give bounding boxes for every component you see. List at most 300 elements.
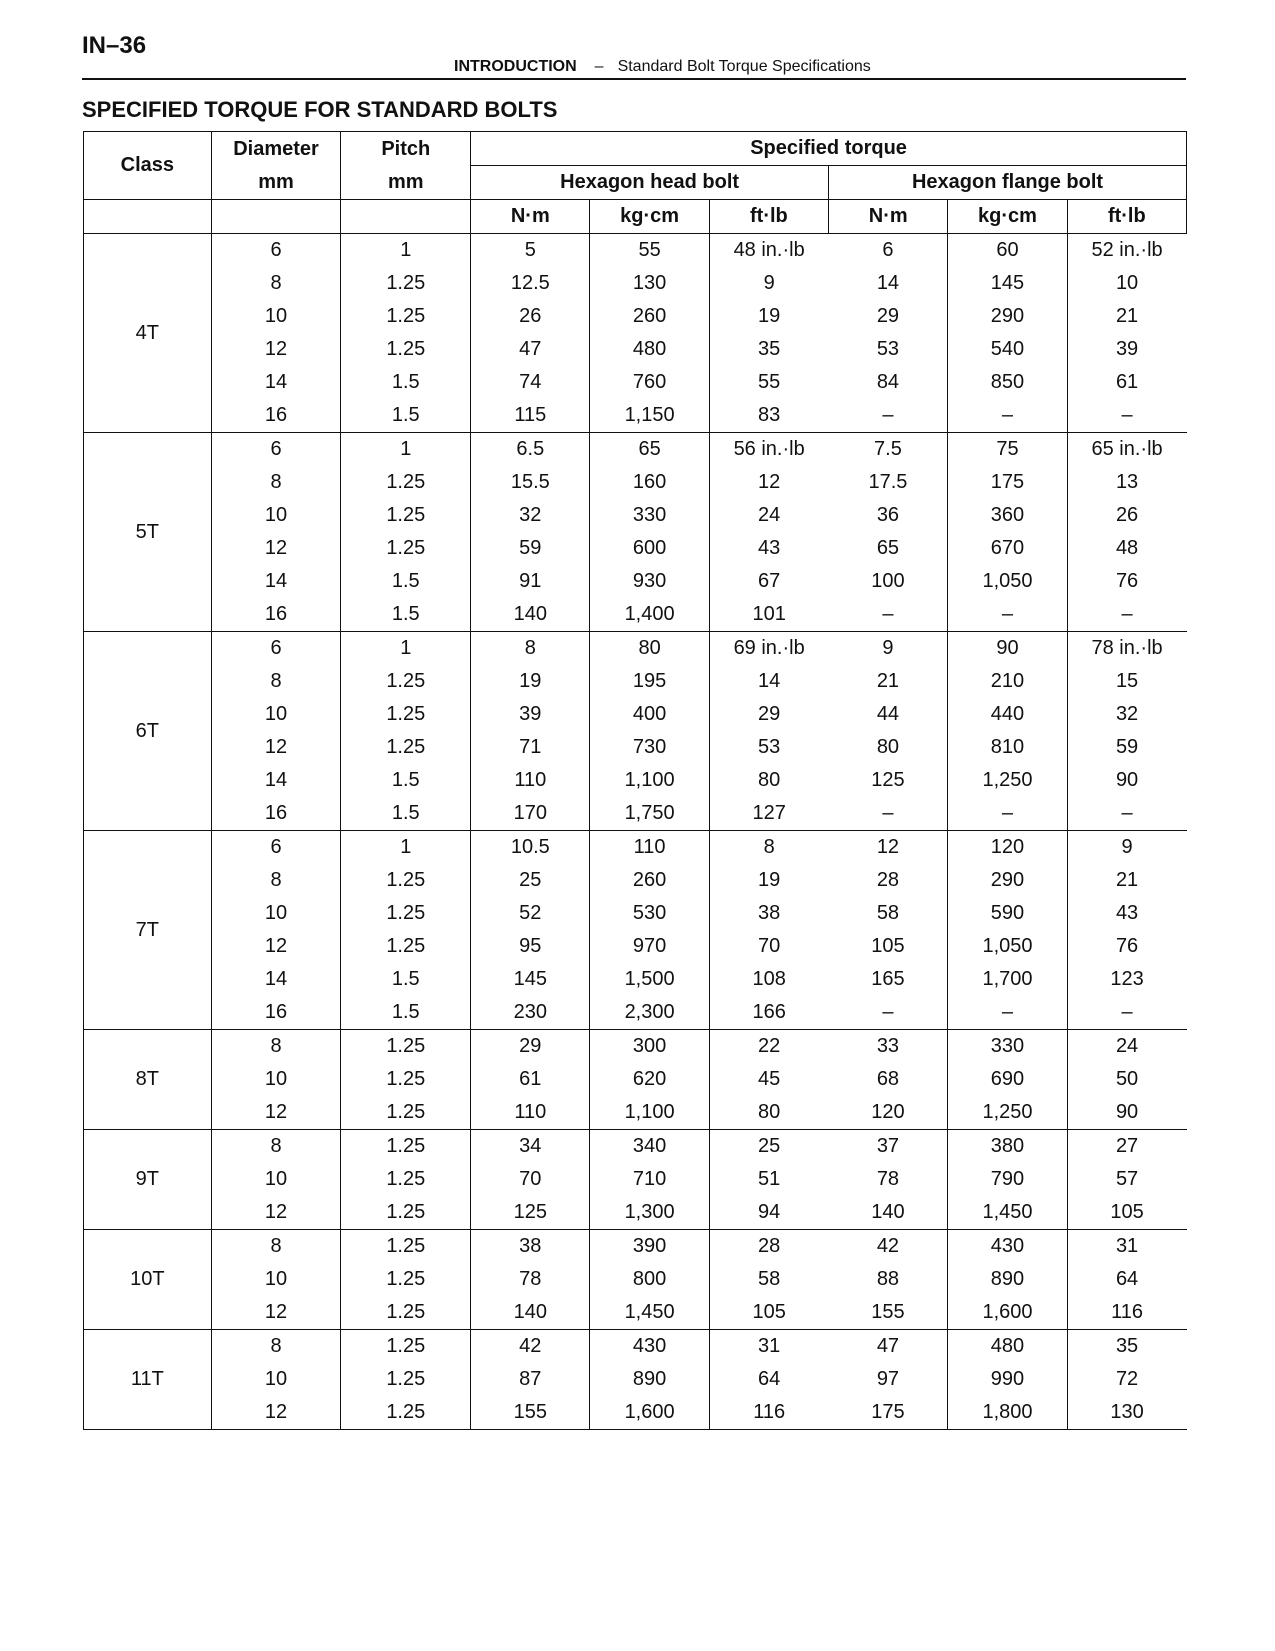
flange-kgcm-cell: 360 bbox=[990, 504, 1025, 526]
pitch-cell: 1.25 bbox=[341, 267, 471, 300]
flange-nm-cell: 42 bbox=[829, 1230, 948, 1264]
head-kgcm-cell: 330 bbox=[632, 504, 667, 526]
head-nm-cell: 12.5 bbox=[471, 267, 590, 300]
unit-head-ftlb: ft·lb bbox=[709, 200, 828, 234]
table-row bbox=[84, 399, 1187, 433]
flange-nm-cell: 120 bbox=[829, 1096, 948, 1130]
head-ftlb-cell: 116 bbox=[709, 1396, 828, 1430]
head-nm-cell: 32 bbox=[471, 499, 590, 532]
diameter-cell: 10 bbox=[211, 897, 341, 930]
diameter-cell: 12 bbox=[211, 1396, 341, 1430]
table-row bbox=[84, 499, 1187, 532]
class-cell: 9T bbox=[84, 1130, 212, 1230]
pitch-cell: 1.25 bbox=[341, 300, 471, 333]
flange-nm-cell: – bbox=[829, 399, 948, 433]
head-nm-cell: 38 bbox=[471, 1230, 590, 1264]
table-row bbox=[84, 598, 1187, 632]
head-kgcm-cell: 530 bbox=[632, 902, 667, 924]
flange-kgcm-cell: – bbox=[1001, 802, 1014, 824]
class-cell: 7T bbox=[84, 831, 212, 1030]
flange-ftlb-cell: 9 bbox=[1067, 831, 1186, 865]
head-ftlb-cell: 19 bbox=[709, 300, 828, 333]
table-row bbox=[84, 532, 1187, 565]
unit-head-nm: N·m bbox=[471, 200, 590, 234]
diameter-cell: 10 bbox=[211, 698, 341, 731]
flange-nm-cell: 100 bbox=[829, 565, 948, 598]
diameter-cell: 14 bbox=[211, 963, 341, 996]
diameter-cell: 8 bbox=[211, 466, 341, 499]
flange-ftlb-cell: – bbox=[1067, 399, 1186, 433]
head-ftlb-cell: 12 bbox=[709, 466, 828, 499]
header-diameter-label: Diameter bbox=[233, 137, 319, 160]
head-ftlb-cell: 101 bbox=[709, 598, 828, 632]
flange-nm-cell: 155 bbox=[829, 1296, 948, 1330]
flange-ftlb-cell: 15 bbox=[1067, 665, 1186, 698]
head-nm-cell: 15.5 bbox=[471, 466, 590, 499]
flange-nm-cell: – bbox=[829, 996, 948, 1030]
head-ftlb-cell: 14 bbox=[709, 665, 828, 698]
page-number: IN–36 bbox=[82, 32, 147, 59]
head-ftlb-cell: 25 bbox=[709, 1130, 828, 1164]
flange-kgcm-cell: 440 bbox=[990, 703, 1025, 725]
head-ftlb-cell: 22 bbox=[709, 1030, 828, 1064]
diameter-cell: 12 bbox=[211, 731, 341, 764]
flange-nm-cell: 97 bbox=[829, 1363, 948, 1396]
header-section: INTRODUCTION bbox=[454, 58, 577, 75]
head-nm-cell: 110 bbox=[471, 1096, 590, 1130]
diameter-cell: 12 bbox=[211, 1196, 341, 1230]
flange-kgcm-cell: 1,050 bbox=[982, 935, 1033, 957]
head-kgcm-cell: 55 bbox=[590, 234, 709, 268]
head-ftlb-cell: 94 bbox=[709, 1196, 828, 1230]
header-hexagon-head-bolt: Hexagon head bolt bbox=[471, 166, 829, 200]
head-ftlb-cell: 127 bbox=[709, 797, 828, 831]
pitch-cell: 1.5 bbox=[341, 963, 471, 996]
table-row bbox=[84, 1196, 1187, 1230]
flange-kgcm-cell: 1,050 bbox=[982, 570, 1033, 592]
class-cell: 10T bbox=[84, 1230, 212, 1330]
head-ftlb-cell: 53 bbox=[709, 731, 828, 764]
table-row bbox=[84, 797, 1187, 831]
head-ftlb-cell: 105 bbox=[709, 1296, 828, 1330]
head-kgcm-cell: 160 bbox=[632, 471, 667, 493]
flange-ftlb-cell: 76 bbox=[1067, 565, 1186, 598]
units-blank-diameter bbox=[211, 200, 341, 234]
head-kgcm-cell: 1,750 bbox=[624, 802, 675, 824]
flange-kgcm-cell: 890 bbox=[990, 1268, 1025, 1290]
table-row bbox=[84, 1063, 1187, 1096]
diameter-cell: 12 bbox=[211, 930, 341, 963]
table-row bbox=[84, 963, 1187, 996]
pitch-cell: 1.5 bbox=[341, 996, 471, 1030]
pitch-cell: 1.25 bbox=[341, 665, 471, 698]
head-nm-cell: 47 bbox=[471, 333, 590, 366]
table-row bbox=[84, 1163, 1187, 1196]
flange-kgcm-cell: 430 bbox=[948, 1230, 1067, 1264]
pitch-cell: 1.25 bbox=[341, 897, 471, 930]
pitch-cell: 1 bbox=[341, 831, 471, 865]
flange-ftlb-cell: 130 bbox=[1067, 1396, 1186, 1430]
flange-ftlb-cell: 26 bbox=[1067, 499, 1186, 532]
table-row bbox=[84, 930, 1187, 963]
table-row bbox=[84, 466, 1187, 499]
table-row bbox=[84, 366, 1187, 399]
diameter-cell: 16 bbox=[211, 399, 341, 433]
table-row bbox=[84, 864, 1187, 897]
head-nm-cell: 70 bbox=[471, 1163, 590, 1196]
head-nm-cell: 34 bbox=[471, 1130, 590, 1164]
table-row bbox=[84, 731, 1187, 764]
flange-nm-cell: 28 bbox=[829, 864, 948, 897]
pitch-cell: 1.25 bbox=[341, 1230, 471, 1264]
head-ftlb-cell: 55 bbox=[709, 366, 828, 399]
flange-ftlb-cell: 123 bbox=[1067, 963, 1186, 996]
head-ftlb-cell: 56 in.·lb bbox=[709, 433, 828, 467]
header-specified-torque: Specified torque bbox=[471, 132, 1187, 166]
head-nm-cell: 39 bbox=[471, 698, 590, 731]
head-kgcm-cell: 130 bbox=[632, 272, 667, 294]
flange-ftlb-cell: 59 bbox=[1067, 731, 1186, 764]
pitch-cell: 1.5 bbox=[341, 797, 471, 831]
pitch-cell: 1.25 bbox=[341, 1363, 471, 1396]
flange-ftlb-cell: 76 bbox=[1067, 930, 1186, 963]
head-kgcm-cell: 710 bbox=[632, 1168, 667, 1190]
class-cell: 11T bbox=[84, 1330, 212, 1430]
head-nm-cell: 125 bbox=[471, 1196, 590, 1230]
head-kgcm-cell: 260 bbox=[632, 305, 667, 327]
flange-kgcm-cell: 690 bbox=[990, 1068, 1025, 1090]
diameter-cell: 10 bbox=[211, 1363, 341, 1396]
flange-nm-cell: 7.5 bbox=[829, 433, 948, 467]
head-nm-cell: 52 bbox=[471, 897, 590, 930]
flange-kgcm-cell: 60 bbox=[948, 234, 1067, 268]
flange-nm-cell: 78 bbox=[829, 1163, 948, 1196]
flange-kgcm-cell: 590 bbox=[990, 902, 1025, 924]
head-nm-cell: 78 bbox=[471, 1263, 590, 1296]
diameter-cell: 8 bbox=[211, 1030, 341, 1064]
table-row bbox=[84, 897, 1187, 930]
diameter-cell: 8 bbox=[211, 267, 341, 300]
flange-ftlb-cell: 90 bbox=[1067, 764, 1186, 797]
flange-kgcm-cell: 210 bbox=[990, 670, 1025, 692]
flange-ftlb-cell: 39 bbox=[1067, 333, 1186, 366]
flange-nm-cell: 165 bbox=[829, 963, 948, 996]
head-nm-cell: 110 bbox=[471, 764, 590, 797]
diameter-cell: 8 bbox=[211, 864, 341, 897]
flange-nm-cell: 36 bbox=[829, 499, 948, 532]
pitch-cell: 1.25 bbox=[341, 930, 471, 963]
head-nm-cell: 61 bbox=[471, 1063, 590, 1096]
head-nm-cell: 59 bbox=[471, 532, 590, 565]
table-row bbox=[84, 1296, 1187, 1330]
flange-kgcm-cell: 790 bbox=[990, 1168, 1025, 1190]
diameter-cell: 16 bbox=[211, 797, 341, 831]
head-nm-cell: 5 bbox=[471, 234, 590, 268]
flange-ftlb-cell: 61 bbox=[1067, 366, 1186, 399]
head-nm-cell: 10.5 bbox=[471, 831, 590, 865]
flange-ftlb-cell: 64 bbox=[1067, 1263, 1186, 1296]
head-kgcm-cell: 1,450 bbox=[624, 1301, 675, 1323]
flange-kgcm-cell: 290 bbox=[990, 869, 1025, 891]
head-nm-cell: 29 bbox=[471, 1030, 590, 1064]
header-hexagon-flange-bolt: Hexagon flange bolt bbox=[829, 166, 1187, 200]
flange-nm-cell: 14 bbox=[829, 267, 948, 300]
diameter-cell: 8 bbox=[211, 665, 341, 698]
class-cell: 4T bbox=[84, 234, 212, 433]
head-ftlb-cell: 31 bbox=[709, 1330, 828, 1364]
flange-nm-cell: 9 bbox=[829, 632, 948, 666]
table-row bbox=[84, 698, 1187, 731]
diameter-cell: 12 bbox=[211, 333, 341, 366]
flange-nm-cell: 140 bbox=[829, 1196, 948, 1230]
table-row bbox=[84, 764, 1187, 797]
head-kgcm-cell: 110 bbox=[590, 831, 709, 865]
flange-ftlb-cell: 21 bbox=[1067, 300, 1186, 333]
pitch-cell: 1.5 bbox=[341, 598, 471, 632]
table-row bbox=[84, 1230, 1187, 1264]
table-row bbox=[84, 1330, 1187, 1364]
diameter-cell: 14 bbox=[211, 366, 341, 399]
head-ftlb-cell: 108 bbox=[709, 963, 828, 996]
table-row bbox=[84, 1030, 1187, 1064]
flange-nm-cell: 12 bbox=[829, 831, 948, 865]
flange-ftlb-cell: 21 bbox=[1067, 864, 1186, 897]
head-nm-cell: 6.5 bbox=[471, 433, 590, 467]
running-header bbox=[82, 58, 1186, 80]
header-subsection: Standard Bolt Torque Specifications bbox=[617, 58, 871, 75]
pitch-cell: 1 bbox=[341, 632, 471, 666]
pitch-cell: 1.25 bbox=[341, 1096, 471, 1130]
flange-ftlb-cell: 90 bbox=[1067, 1096, 1186, 1130]
flange-ftlb-cell: 52 in.·lb bbox=[1067, 234, 1186, 268]
flange-kgcm-cell: 90 bbox=[948, 632, 1067, 666]
unit-head-kgcm: kg·cm bbox=[590, 200, 709, 234]
units-blank-pitch bbox=[341, 200, 471, 234]
flange-ftlb-cell: 78 in.·lb bbox=[1067, 632, 1186, 666]
head-kgcm-cell: 890 bbox=[632, 1368, 667, 1390]
head-kgcm-cell: 970 bbox=[632, 935, 667, 957]
pitch-cell: 1.25 bbox=[341, 532, 471, 565]
flange-kgcm-cell: 380 bbox=[948, 1130, 1067, 1164]
pitch-cell: 1.25 bbox=[341, 466, 471, 499]
torque-table-body bbox=[84, 200, 1187, 1430]
head-ftlb-cell: 64 bbox=[709, 1363, 828, 1396]
head-ftlb-cell: 35 bbox=[709, 333, 828, 366]
flange-ftlb-cell: 116 bbox=[1067, 1296, 1186, 1330]
diameter-cell: 10 bbox=[211, 300, 341, 333]
flange-nm-cell: 88 bbox=[829, 1263, 948, 1296]
pitch-cell: 1.25 bbox=[341, 499, 471, 532]
diameter-cell: 8 bbox=[211, 1230, 341, 1264]
diameter-cell: 12 bbox=[211, 1296, 341, 1330]
flange-ftlb-cell: 43 bbox=[1067, 897, 1186, 930]
head-kgcm-cell: 2,300 bbox=[624, 1001, 675, 1023]
table-row bbox=[84, 300, 1187, 333]
head-ftlb-cell: 80 bbox=[709, 764, 828, 797]
flange-ftlb-cell: – bbox=[1067, 598, 1186, 632]
unit-flange-ftlb: ft·lb bbox=[1067, 200, 1186, 234]
table-row bbox=[84, 1096, 1187, 1130]
diameter-cell: 6 bbox=[211, 831, 341, 865]
pitch-cell: 1.25 bbox=[341, 864, 471, 897]
head-kgcm-cell: 260 bbox=[632, 869, 667, 891]
flange-kgcm-cell: 1,450 bbox=[982, 1201, 1033, 1223]
diameter-cell: 6 bbox=[211, 234, 341, 268]
flange-kgcm-cell: 1,600 bbox=[982, 1301, 1033, 1323]
flange-ftlb-cell: – bbox=[1067, 996, 1186, 1030]
unit-flange-kgcm: kg·cm bbox=[948, 200, 1067, 234]
flange-nm-cell: 80 bbox=[829, 731, 948, 764]
table-row bbox=[84, 996, 1187, 1030]
head-ftlb-cell: 48 in.·lb bbox=[709, 234, 828, 268]
flange-nm-cell: 65 bbox=[829, 532, 948, 565]
flange-ftlb-cell: 32 bbox=[1067, 698, 1186, 731]
table-row bbox=[84, 1130, 1187, 1164]
units-blank-class bbox=[84, 200, 212, 234]
flange-kgcm-cell: 330 bbox=[948, 1030, 1067, 1064]
head-ftlb-cell: 69 in.·lb bbox=[709, 632, 828, 666]
flange-kgcm-cell: 1,700 bbox=[982, 968, 1033, 990]
table-row bbox=[84, 433, 1187, 467]
diameter-cell: 8 bbox=[211, 1330, 341, 1364]
head-ftlb-cell: 58 bbox=[709, 1263, 828, 1296]
pitch-cell: 1.25 bbox=[341, 1330, 471, 1364]
pitch-cell: 1.25 bbox=[341, 1263, 471, 1296]
diameter-cell: 14 bbox=[211, 764, 341, 797]
flange-kgcm-cell: – bbox=[1001, 603, 1014, 625]
flange-kgcm-cell: 1,250 bbox=[982, 769, 1033, 791]
head-nm-cell: 74 bbox=[471, 366, 590, 399]
pitch-cell: 1.25 bbox=[341, 1163, 471, 1196]
unit-flange-nm: N·m bbox=[829, 200, 948, 234]
head-ftlb-cell: 70 bbox=[709, 930, 828, 963]
pitch-cell: 1.5 bbox=[341, 565, 471, 598]
head-ftlb-cell: 80 bbox=[709, 1096, 828, 1130]
flange-kgcm-cell: 540 bbox=[990, 338, 1025, 360]
table-row bbox=[84, 632, 1187, 666]
flange-nm-cell: 84 bbox=[829, 366, 948, 399]
class-cell: 6T bbox=[84, 632, 212, 831]
head-kgcm-cell: 1,600 bbox=[590, 1396, 709, 1430]
header-diameter-unit: mm bbox=[258, 170, 294, 193]
flange-ftlb-cell: 24 bbox=[1067, 1030, 1186, 1064]
table-row bbox=[84, 1396, 1187, 1430]
pitch-cell: 1.25 bbox=[341, 1063, 471, 1096]
flange-kgcm-cell: 480 bbox=[948, 1330, 1067, 1364]
head-kgcm-cell: 730 bbox=[632, 736, 667, 758]
flange-kgcm-cell: 120 bbox=[948, 831, 1067, 865]
head-ftlb-cell: 28 bbox=[709, 1230, 828, 1264]
head-kgcm-cell: 760 bbox=[632, 371, 667, 393]
flange-ftlb-cell: 57 bbox=[1067, 1163, 1186, 1196]
head-ftlb-cell: 83 bbox=[709, 399, 828, 433]
table-row bbox=[84, 333, 1187, 366]
flange-nm-cell: – bbox=[829, 797, 948, 831]
head-kgcm-cell: 430 bbox=[590, 1330, 709, 1364]
head-kgcm-cell: 390 bbox=[590, 1230, 709, 1264]
diameter-cell: 8 bbox=[211, 1130, 341, 1164]
flange-kgcm-cell: 810 bbox=[990, 736, 1025, 758]
pitch-cell: 1.25 bbox=[341, 333, 471, 366]
diameter-cell: 10 bbox=[211, 1263, 341, 1296]
head-nm-cell: 95 bbox=[471, 930, 590, 963]
flange-nm-cell: 37 bbox=[829, 1130, 948, 1164]
head-ftlb-cell: 24 bbox=[709, 499, 828, 532]
flange-kgcm-cell: 175 bbox=[990, 471, 1025, 493]
flange-ftlb-cell: 31 bbox=[1067, 1230, 1186, 1264]
head-kgcm-cell: 195 bbox=[632, 670, 667, 692]
units-row bbox=[84, 200, 1187, 234]
head-ftlb-cell: 67 bbox=[709, 565, 828, 598]
flange-kgcm-cell: 145 bbox=[990, 272, 1025, 294]
head-kgcm-cell: 600 bbox=[632, 537, 667, 559]
head-nm-cell: 26 bbox=[471, 300, 590, 333]
head-kgcm-cell: 65 bbox=[590, 433, 709, 467]
flange-kgcm-cell: 1,800 bbox=[948, 1396, 1067, 1430]
table-row bbox=[84, 831, 1187, 865]
header-diameter bbox=[211, 132, 341, 200]
flange-nm-cell: 21 bbox=[829, 665, 948, 698]
header-separator: – bbox=[594, 58, 604, 75]
flange-ftlb-cell: 35 bbox=[1067, 1330, 1186, 1364]
head-kgcm-cell: 1,500 bbox=[624, 968, 675, 990]
flange-ftlb-cell: 48 bbox=[1067, 532, 1186, 565]
flange-nm-cell: 29 bbox=[829, 300, 948, 333]
table-row bbox=[84, 1363, 1187, 1396]
page-title: SPECIFIED TORQUE FOR STANDARD BOLTS bbox=[82, 97, 558, 122]
flange-ftlb-cell: 65 in.·lb bbox=[1067, 433, 1186, 467]
head-kgcm-cell: 300 bbox=[590, 1030, 709, 1064]
flange-nm-cell: 105 bbox=[829, 930, 948, 963]
head-kgcm-cell: 400 bbox=[632, 703, 667, 725]
diameter-cell: 16 bbox=[211, 996, 341, 1030]
table-row bbox=[84, 234, 1187, 268]
head-nm-cell: 170 bbox=[471, 797, 590, 831]
pitch-cell: 1.5 bbox=[341, 399, 471, 433]
head-kgcm-cell: 480 bbox=[632, 338, 667, 360]
head-nm-cell: 25 bbox=[471, 864, 590, 897]
flange-nm-cell: 47 bbox=[829, 1330, 948, 1364]
flange-nm-cell: 53 bbox=[829, 333, 948, 366]
head-kgcm-cell: 620 bbox=[632, 1068, 667, 1090]
flange-kgcm-cell: – bbox=[1001, 1001, 1014, 1023]
diameter-cell: 6 bbox=[211, 433, 341, 467]
head-nm-cell: 140 bbox=[471, 598, 590, 632]
flange-kgcm-cell: – bbox=[1001, 404, 1014, 426]
flange-ftlb-cell: – bbox=[1067, 797, 1186, 831]
head-ftlb-cell: 51 bbox=[709, 1163, 828, 1196]
flange-nm-cell: 58 bbox=[829, 897, 948, 930]
flange-kgcm-cell: 75 bbox=[948, 433, 1067, 467]
diameter-cell: 16 bbox=[211, 598, 341, 632]
flange-nm-cell: 44 bbox=[829, 698, 948, 731]
head-ftlb-cell: 19 bbox=[709, 864, 828, 897]
pitch-cell: 1.5 bbox=[341, 764, 471, 797]
table-row bbox=[84, 267, 1187, 300]
flange-kgcm-cell: 670 bbox=[990, 537, 1025, 559]
head-ftlb-cell: 45 bbox=[709, 1063, 828, 1096]
head-ftlb-cell: 38 bbox=[709, 897, 828, 930]
class-cell: 5T bbox=[84, 433, 212, 632]
flange-nm-cell: 33 bbox=[829, 1030, 948, 1064]
flange-ftlb-cell: 72 bbox=[1067, 1363, 1186, 1396]
pitch-cell: 1.25 bbox=[341, 698, 471, 731]
head-kgcm-cell: 800 bbox=[632, 1268, 667, 1290]
head-nm-cell: 230 bbox=[471, 996, 590, 1030]
head-kgcm-cell: 930 bbox=[632, 570, 667, 592]
flange-ftlb-cell: 50 bbox=[1067, 1063, 1186, 1096]
head-nm-cell: 145 bbox=[471, 963, 590, 996]
